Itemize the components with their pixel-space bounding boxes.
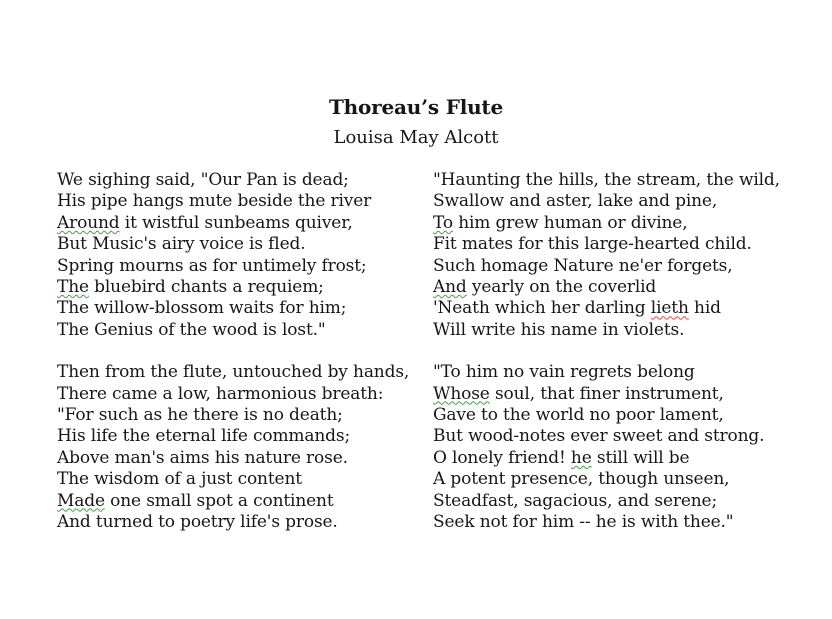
poem-text: Such homage Nature ne'er forgets,	[433, 255, 733, 276]
poem-line	[433, 234, 773, 255]
grammar-flagged-word[interactable]: Around	[57, 212, 120, 233]
poem-title: Thoreau’s Flute	[328, 95, 503, 120]
poem-line	[57, 213, 397, 234]
poem-text: "For such as he there is no death;	[57, 405, 343, 426]
poem-text: bluebird chants a requiem;	[88, 277, 324, 298]
poem-text: "Haunting the hills, the stream, the wild,	[433, 170, 780, 190]
poem-text: O lonely friend!	[433, 447, 571, 468]
poem-text: him grew human or divine,	[452, 212, 688, 233]
poem-column-right	[433, 170, 780, 534]
poem-line	[57, 426, 397, 447]
poem-text: yearly on the coverlid	[466, 277, 657, 298]
poem-text: His pipe hangs mute beside the river	[57, 191, 372, 212]
poem-line	[433, 170, 780, 191]
spelling-flagged-word[interactable]: lieth	[650, 298, 689, 319]
poem-line	[433, 213, 773, 234]
grammar-flagged-word[interactable]: Whose	[433, 383, 490, 404]
poem-line	[433, 448, 773, 469]
poem-text: But Music's airy voice is fled.	[57, 234, 306, 255]
poem-text: The wisdom of a just content	[57, 469, 302, 490]
poem-line	[57, 448, 397, 469]
poem-line	[433, 320, 773, 341]
poem-text: Fit mates for this large-hearted child.	[433, 234, 752, 255]
grammar-flagged-word[interactable]: To	[433, 212, 453, 233]
poem-text: The willow-blossom waits for him;	[57, 298, 347, 319]
poem-line	[57, 277, 397, 298]
poem-text: one small spot a continent	[104, 490, 334, 511]
poem-line	[57, 191, 397, 212]
poem-columns[interactable]	[57, 170, 780, 534]
poem-text: Will write his name in violets.	[433, 319, 685, 340]
poem-text: A potent presence, though unseen,	[433, 469, 730, 490]
poem-text: still will be	[591, 447, 690, 468]
poem-line	[433, 277, 773, 298]
poem-text: But wood-notes ever sweet and strong.	[433, 426, 765, 447]
poem-line	[57, 469, 397, 490]
poem-text: And turned to poetry life's prose.	[57, 512, 338, 533]
poem-text: Steadfast, sagacious, and serene;	[433, 490, 718, 511]
poem-text: Above man's aims his nature rose.	[57, 447, 348, 468]
poem-author: Louisa May Alcott	[333, 127, 499, 148]
poem-line	[57, 512, 397, 533]
poem-line	[433, 191, 773, 212]
poem-line	[433, 405, 773, 426]
poem-line	[433, 298, 773, 319]
poem-text: "To him no vain regrets belong	[433, 362, 695, 383]
poem-text: it wistful sunbeams quiver,	[119, 212, 353, 233]
poem-text: hid	[688, 298, 721, 319]
poem-line	[433, 491, 773, 512]
poem-text: soul, that finer instrument,	[489, 383, 724, 404]
poem-text: Then from the flute, untouched by hands,	[57, 362, 410, 383]
poem-text: His life the eternal life commands;	[57, 426, 351, 447]
stanza	[57, 170, 397, 341]
poem-line	[57, 298, 397, 319]
poem-line	[57, 384, 397, 405]
poem-line	[57, 362, 410, 383]
stanza	[433, 362, 773, 533]
poem-text: Swallow and aster, lake and pine,	[433, 191, 718, 212]
poem-text: 'Neath which her darling	[433, 298, 651, 319]
poem-text: We sighing said, "Our Pan is dead;	[57, 170, 349, 190]
poem-text: Spring mourns as for untimely frost;	[57, 255, 367, 276]
poem-line	[433, 512, 773, 533]
poem-text: The Genius of the wood is lost."	[57, 319, 326, 340]
stanza	[433, 170, 780, 341]
poem-line	[57, 256, 397, 277]
poem-line	[433, 384, 773, 405]
grammar-flagged-word[interactable]: he	[570, 447, 592, 468]
poem-text: Gave to the world no poor lament,	[433, 405, 724, 426]
grammar-flagged-word[interactable]: And	[433, 277, 467, 298]
poem-text: Seek not for him -- he is with thee."	[433, 512, 734, 533]
poem-column-left	[57, 170, 410, 534]
poem-line	[433, 469, 773, 490]
poem-line	[57, 320, 397, 341]
stanza	[57, 362, 410, 533]
poem-line	[433, 362, 773, 383]
poem-line	[57, 491, 397, 512]
poem-line	[433, 426, 773, 447]
poem-line	[57, 234, 397, 255]
poem-line	[57, 170, 397, 191]
poem-text: There came a low, harmonious breath:	[57, 383, 384, 404]
grammar-flagged-word[interactable]: The	[57, 277, 89, 298]
poem-line	[57, 405, 397, 426]
grammar-flagged-word[interactable]: Made	[57, 490, 105, 511]
poem-line	[433, 256, 773, 277]
